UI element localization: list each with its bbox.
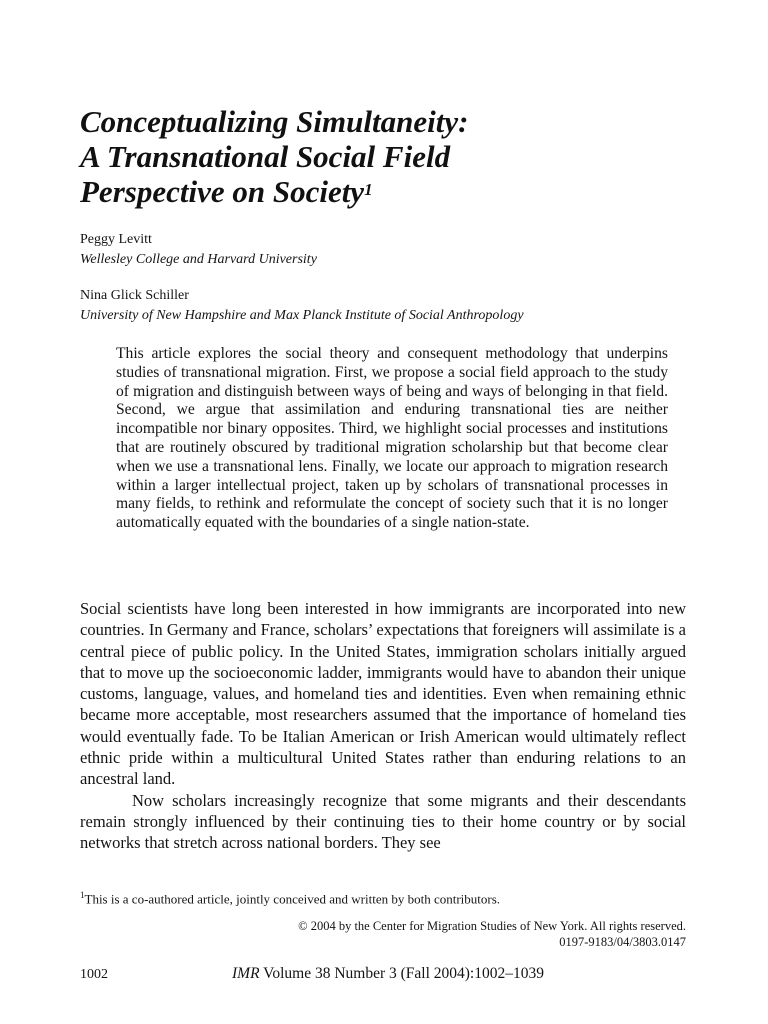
author-affiliation: University of New Hampshire and Max Planck Institute of Social Anthropology [80, 308, 524, 323]
body-paragraph-1: Social scientists have long been interested in how immigrants are incorporated into new countries. In Germany and France, scholars’ expectations that foreigners will assimilate is a central piece of public policy. In the United States, immigration scholars initially argued that to move up the socioeconomic ladder, immigrants would have to abandon their unique customs, language, values, and homeland ties and identities. Even when remaining ethnic became more acceptable, most researchers assumed that the importance of homeland ties would eventually fade. To be Italian American or Irish American would ultimately reflect ethnic pride within a multicultural United States rather than enduring relations to an ancestral land. [80, 599, 686, 789]
title-line-3 [80, 174, 700, 209]
footnote-text: This is a co-authored article, jointly conceived and written by both contributors. [84, 891, 501, 907]
footnote-marker: 1 [80, 890, 85, 900]
body-text [80, 598, 686, 854]
abstract-text: This article explores the social theory and consequent methodology that underpins studies of transnational migration. First, we propose a social field approach to the study of migration and distinguish between ways of being and ways of belonging in that field. Second, we argue that assimilation and enduring transnational ties are neither incompatible nor binary opposites. Third, we highlight social processes and institutions that are routinely obscured by traditional migration scholarship but that become clear when we use a transnational lens. Finally, we locate our approach to migration research within a larger intellectual project, taken up by scholars of transnational processes in many fields, to rethink and reformulate the concept of society such that it is no longer automatically equated with the boundaries of a single nation-state. [116, 345, 668, 532]
title-footnote-marker[interactable]: 1 [364, 180, 373, 199]
title-line-3-text: Perspective on Society [80, 174, 365, 209]
title-line-2: A Transnational Social Field [80, 139, 451, 174]
body-paragraph-2: Now scholars increasingly recognize that some migrants and their descendants remain strongly influenced by their continuing ties to their home country or by social networks that stretch across national borders. They see [80, 790, 686, 853]
page-number: 1002 [80, 967, 108, 982]
author-name: Peggy Levitt [80, 232, 152, 247]
article-title [80, 104, 700, 209]
copyright-notice [126, 918, 686, 950]
author-affiliation: Wellesley College and Harvard University [80, 252, 317, 267]
journal-issue-info: Volume 38 Number 3 (Fall 2004):1002–1039 [259, 965, 544, 982]
author-block-2 [80, 286, 524, 326]
journal-abbreviation: IMR [232, 965, 260, 982]
issn-code: 0197-9183/04/3803.0147 [559, 935, 686, 949]
journal-citation [232, 964, 544, 984]
copyright-line: © 2004 by the Center for Migration Studies of New York. All rights reserved. [298, 919, 686, 933]
title-line-1: Conceptualizing Simultaneity: [80, 104, 469, 139]
abstract [116, 345, 668, 533]
footnote [80, 886, 680, 908]
author-name: Nina Glick Schiller [80, 288, 189, 303]
author-block-1 [80, 230, 317, 270]
